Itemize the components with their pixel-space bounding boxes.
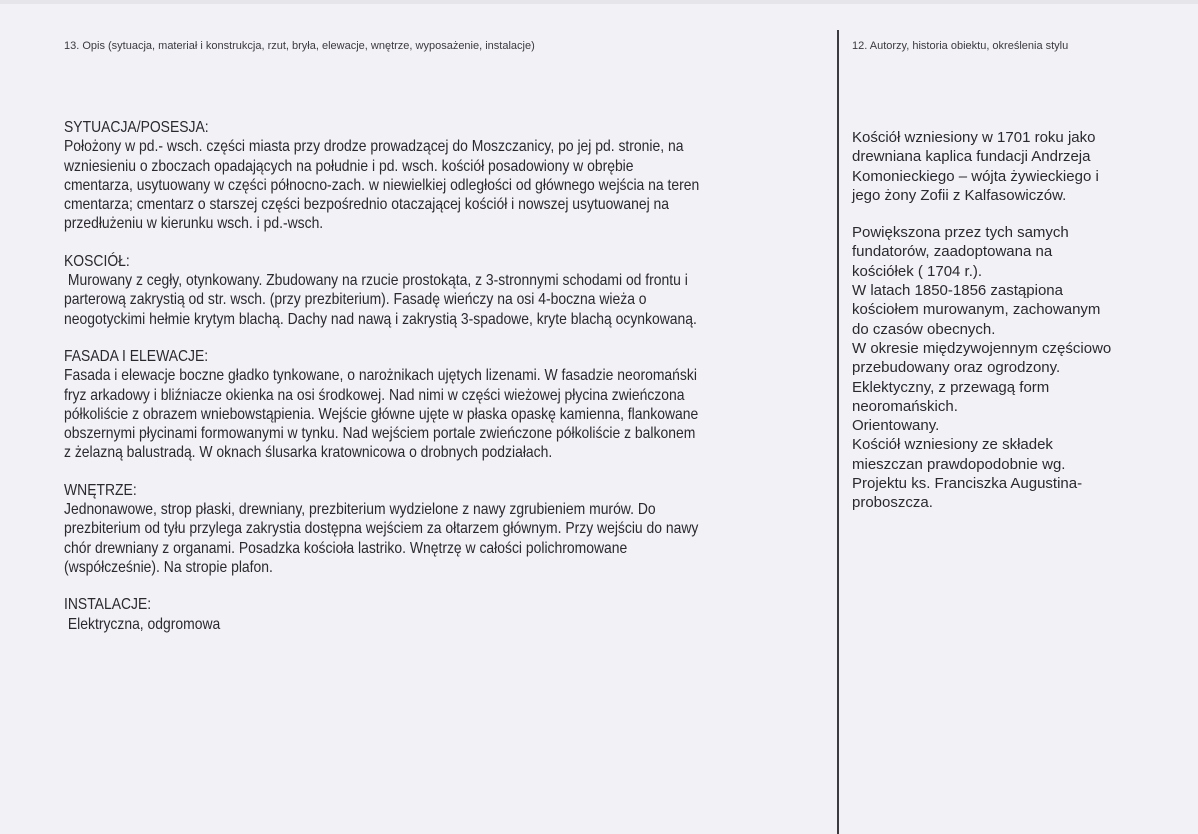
history-paragraph xyxy=(852,128,1192,205)
text-line: fryz arkadowy i bliźniacze okienka na osi środkowej. Nad nimi w części wieżowej płycina zwieńczona xyxy=(64,386,685,404)
text-line: jego żony Zofii z Kalfasowiczów. xyxy=(852,186,1067,204)
text-line: z żelazną balustradą. W oknach ślusarka kratownicowa o drobnych podziałach. xyxy=(64,444,553,462)
section-heading: SYTUACJA/POSESJA: xyxy=(64,119,209,136)
description-column xyxy=(64,118,834,634)
history-paragraph xyxy=(852,223,1192,512)
section-heading: KOSCIÓŁ: xyxy=(64,252,130,270)
text-line: W latach 1850-1856 zastąpiona xyxy=(852,282,1063,300)
section-gap xyxy=(64,329,834,347)
text-line: W okresie międzywojennym częściowo xyxy=(852,339,1112,357)
text-line: cmentarza, usytuowany w części północno-zach. w niewielkiej odległości od głównego wejścia na teren xyxy=(64,176,700,194)
text-line: neoromańskich. xyxy=(852,397,958,415)
text-line: Murowany z cegły, otynkowany. Zbudowany na rzucie prostokąta, z 3-stronnymi schodami od frontu i xyxy=(64,272,688,290)
text-line: obszernymi płycinami formowanymi w tynku. Nad wejściem portale zwieńczone półkoliście z balkonem xyxy=(64,425,696,443)
text-line: Projektu ks. Franciszka Augustina- xyxy=(852,475,1083,493)
text-line: półkoliście z obrazem wniebowstąpienia. Wejście główne ujęte w płaska opaskę kamienna, flankowane xyxy=(64,405,699,423)
text-line: Orientowany. xyxy=(852,417,940,435)
description-section xyxy=(64,595,834,634)
text-line: fundatorów, zaadoptowana na xyxy=(852,243,1053,261)
text-line: (współcześnie). Na stropie plafon. xyxy=(64,558,273,576)
page-edge xyxy=(0,0,1198,4)
text-line: neogotyckimi hełmie krytym blachą. Dachy nad nawą i zakrystią 3-spadowe, kryte blachą ocynkowaną. xyxy=(64,310,697,328)
description-section xyxy=(64,347,834,463)
text-line: do czasów obecnych. xyxy=(852,320,996,338)
text-line: Kościół wzniesiony w 1701 roku jako xyxy=(852,129,1096,146)
text-line: prezbiterium od tyłu przylega zakrystia dostępna wejściem za ołtarzem głównym. Przy wejściu do nawy xyxy=(64,520,699,538)
text-line: kościołem murowanym, zachowanym xyxy=(852,301,1101,319)
text-line: kościółek ( 1704 r.). xyxy=(852,262,983,280)
column-divider xyxy=(837,30,839,834)
text-line: Powiększona przez tych samych xyxy=(852,224,1069,242)
section-heading: FASADA I ELEWACJE: xyxy=(64,347,209,365)
text-line: Kościół wzniesiony ze składek xyxy=(852,436,1053,454)
section-gap xyxy=(64,577,834,595)
text-line: chór drewniany z organami. Posadzka kościoła lastriko. Wnętrzę w całości polichromowane xyxy=(64,539,628,557)
description-section xyxy=(64,481,834,577)
text-line: proboszcza. xyxy=(852,494,933,512)
description-section xyxy=(64,118,834,234)
text-line: mieszczan prawdopodobnie wg. xyxy=(852,455,1066,473)
text-line: Fasada i elewacje boczne gładko tynkowane, o narożnikach ujętych lizenami. W fasadzie neoromański xyxy=(64,367,697,385)
text-line: Eklektyczny, z przewagą form xyxy=(852,378,1050,396)
section-heading: INSTALACJE: xyxy=(64,596,152,614)
section-13-header: 13. Opis (sytuacja, materiał i konstrukcja, rzut, bryła, elewacje, wnętrze, wyposażenie, instalacje) xyxy=(64,40,535,52)
text-line: Elektryczna, odgromowa xyxy=(64,615,221,633)
text-line: Jednonawowe, strop płaski, drewniany, prezbiterium wydzielone z nawy zgrubieniem murów. Do xyxy=(64,501,656,519)
description-section xyxy=(64,252,834,329)
text-line: parterową zakrystią od str. wsch. (przy prezbiterium). Fasadę wieńczy na osi 4-boczna wieża o xyxy=(64,291,647,309)
text-line: drewniana kaplica fundacji Andrzeja xyxy=(852,148,1091,166)
text-line: przedłużeniu w kierunku wsch. i pd.-wsch. xyxy=(64,215,324,233)
text-line: przebudowany oraz ogrodzony. xyxy=(852,359,1061,377)
section-gap xyxy=(64,234,834,252)
text-line: Położony w pd.- wsch. części miasta przy drodze prowadzącej do Moszczanicy, po jej pd. stronie, na xyxy=(64,138,684,156)
section-gap xyxy=(64,463,834,481)
section-12-header: 12. Autorzy, historia obiektu, określenia stylu xyxy=(852,40,1069,52)
text-line: wzniesieniu o zboczach opadających na południe i pd. wsch. kościół posadowiony w obrębie xyxy=(64,157,634,175)
paragraph-gap xyxy=(852,205,1192,223)
section-heading: WNĘTRZE: xyxy=(64,481,137,499)
history-column xyxy=(852,128,1192,513)
text-line: cmentarza; cmentarz o starszej części bezpośrednio otaczającej kościół i nowszej usytuowanej na xyxy=(64,196,670,214)
text-line: Komonieckiego – wójta żywieckiego i xyxy=(852,167,1099,185)
